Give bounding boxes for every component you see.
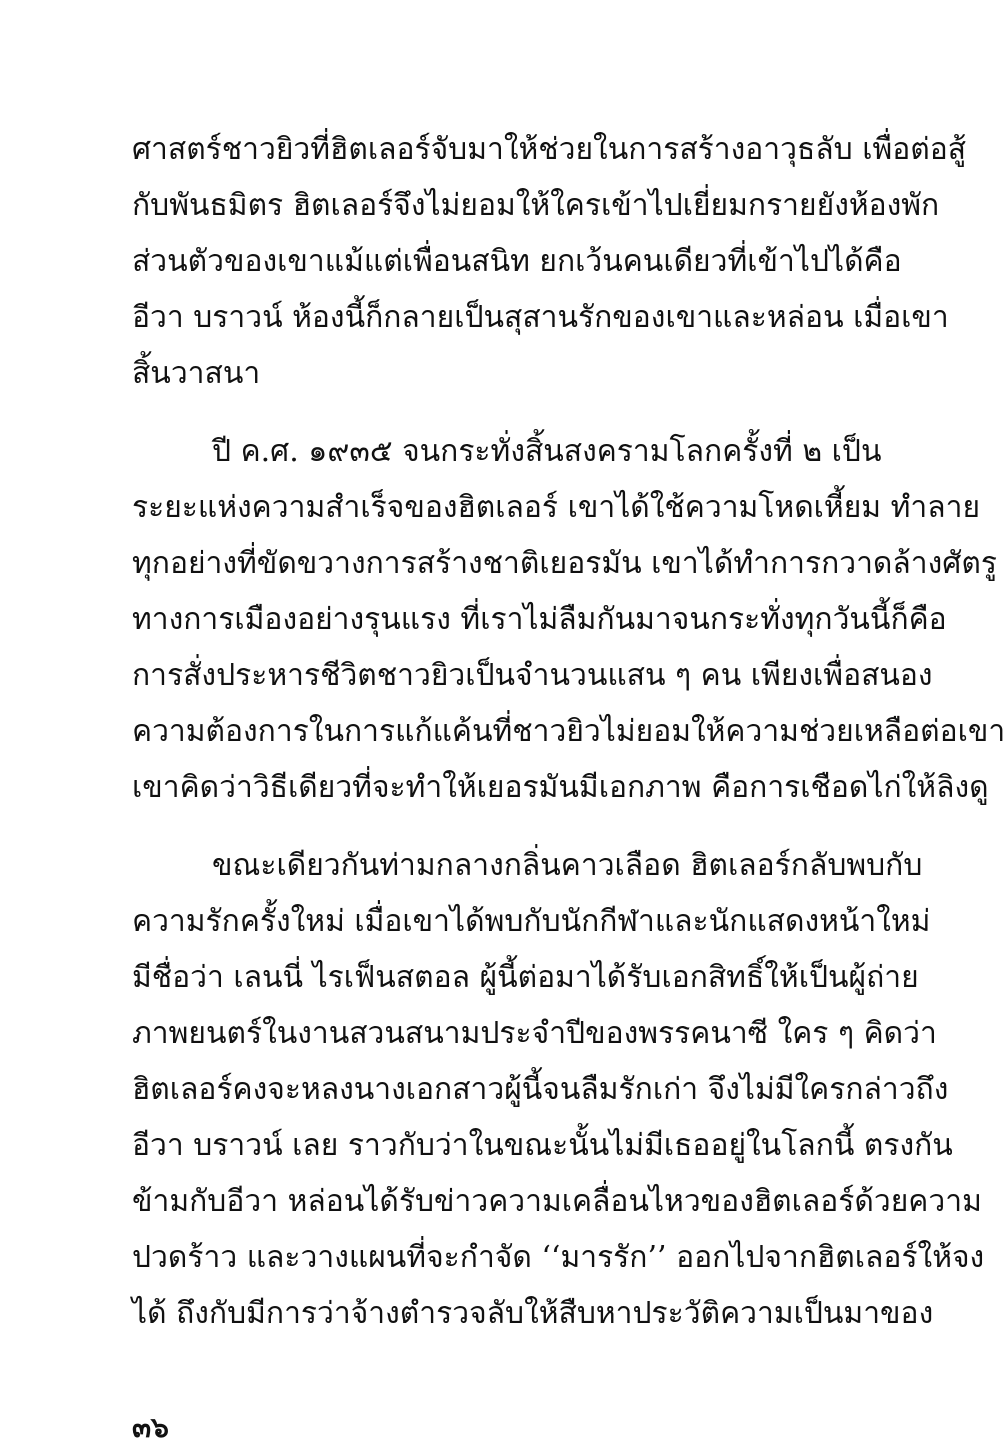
- text-line: ทางการเมืองอย่างรุนแรง ที่เราไม่ลืมกันมาจนกระทั่งทุกวันนี้ก็คือ: [132, 602, 947, 637]
- text-line: ศาสตร์ชาวยิวที่ฮิตเลอร์จับมาให้ช่วยในการสร้างอาวุธลับ เพื่อต่อสู้: [132, 132, 967, 167]
- text-line: ความรักครั้งใหม่ เมื่อเขาได้พบกับนักกีฬาและนักแสดงหน้าใหม่: [132, 904, 931, 939]
- text-line: ภาพยนตร์ในงานสวนสนามประจำปีของพรรคนาซี ใคร ๆ คิดว่า: [132, 1016, 937, 1051]
- text-line: การสั่งประหารชีวิตชาวยิวเป็นจำนวนแสน ๆ คน เพียงเพื่อสนอง: [132, 658, 933, 693]
- text-line: สิ้นวาสนา: [132, 356, 261, 391]
- text-line: ส่วนตัวของเขาแม้แต่เพื่อนสนิท ยกเว้นคนเดียวที่เข้าไปได้คือ: [132, 244, 902, 279]
- text-line: ขณะเดียวกันท่ามกลางกลิ่นคาวเลือด ฮิตเลอร์กลับพบกับ: [212, 848, 923, 883]
- text-line: ได้ ถึงกับมีการว่าจ้างตำรวจลับให้สืบหาประวัติความเป็นมาของ: [132, 1296, 934, 1331]
- text-line: ข้ามกับอีวา หล่อนได้รับข่าวความเคลื่อนไหวของฮิตเลอร์ด้วยความ: [132, 1184, 982, 1219]
- text-line: กับพันธมิตร ฮิตเลอร์จึงไม่ยอมให้ใครเข้าไปเยี่ยมกรายยังห้องพัก: [132, 188, 940, 223]
- text-line: ปวดร้าว และวางแผนที่จะกำจัด ‘‘มารรัก’’ ออกไปจากฮิตเลอร์ให้จง: [132, 1240, 985, 1275]
- text-line: เขาคิดว่าวิธีเดียวที่จะทำให้เยอรมันมีเอกภาพ คือการเชือดไก่ให้ลิงดู: [132, 770, 989, 805]
- text-line: ฮิตเลอร์คงจะหลงนางเอกสาวผู้นี้จนลืมรักเก่า จึงไม่มีใครกล่าวถึง: [132, 1072, 949, 1107]
- page-number: ๓๖: [132, 1411, 169, 1444]
- text-line: ปี ค.ศ. ๑๙๓๕ จนกระทั่งสิ้นสงครามโลกครั้งที่ ๒ เป็น: [212, 434, 882, 469]
- text-line: ความต้องการในการแก้แค้นที่ชาวยิวไม่ยอมให้ความช่วยเหลือต่อเขา: [132, 714, 1005, 749]
- text-line: ระยะแห่งความสำเร็จของฮิตเลอร์ เขาได้ใช้ความโหดเหี้ยม ทำลาย: [132, 490, 981, 525]
- text-line: มีชื่อว่า เลนนี่ ไรเฟ็นสตอล ผู้นี้ต่อมาได้รับเอกสิทธิ์ให้เป็นผู้ถ่าย: [132, 960, 919, 995]
- text-line: อีวา บราวน์ เลย ราวกับว่าในขณะนั้นไม่มีเธออยู่ในโลกนี้ ตรงกัน: [132, 1128, 953, 1163]
- text-line: ทุกอย่างที่ขัดขวางการสร้างชาติเยอรมัน เขาได้ทำการกวาดล้างศัตรู: [132, 546, 997, 581]
- text-line: อีวา บราวน์ ห้องนี้ก็กลายเป็นสุสานรักของเขาและหล่อน เมื่อเขา: [132, 300, 949, 335]
